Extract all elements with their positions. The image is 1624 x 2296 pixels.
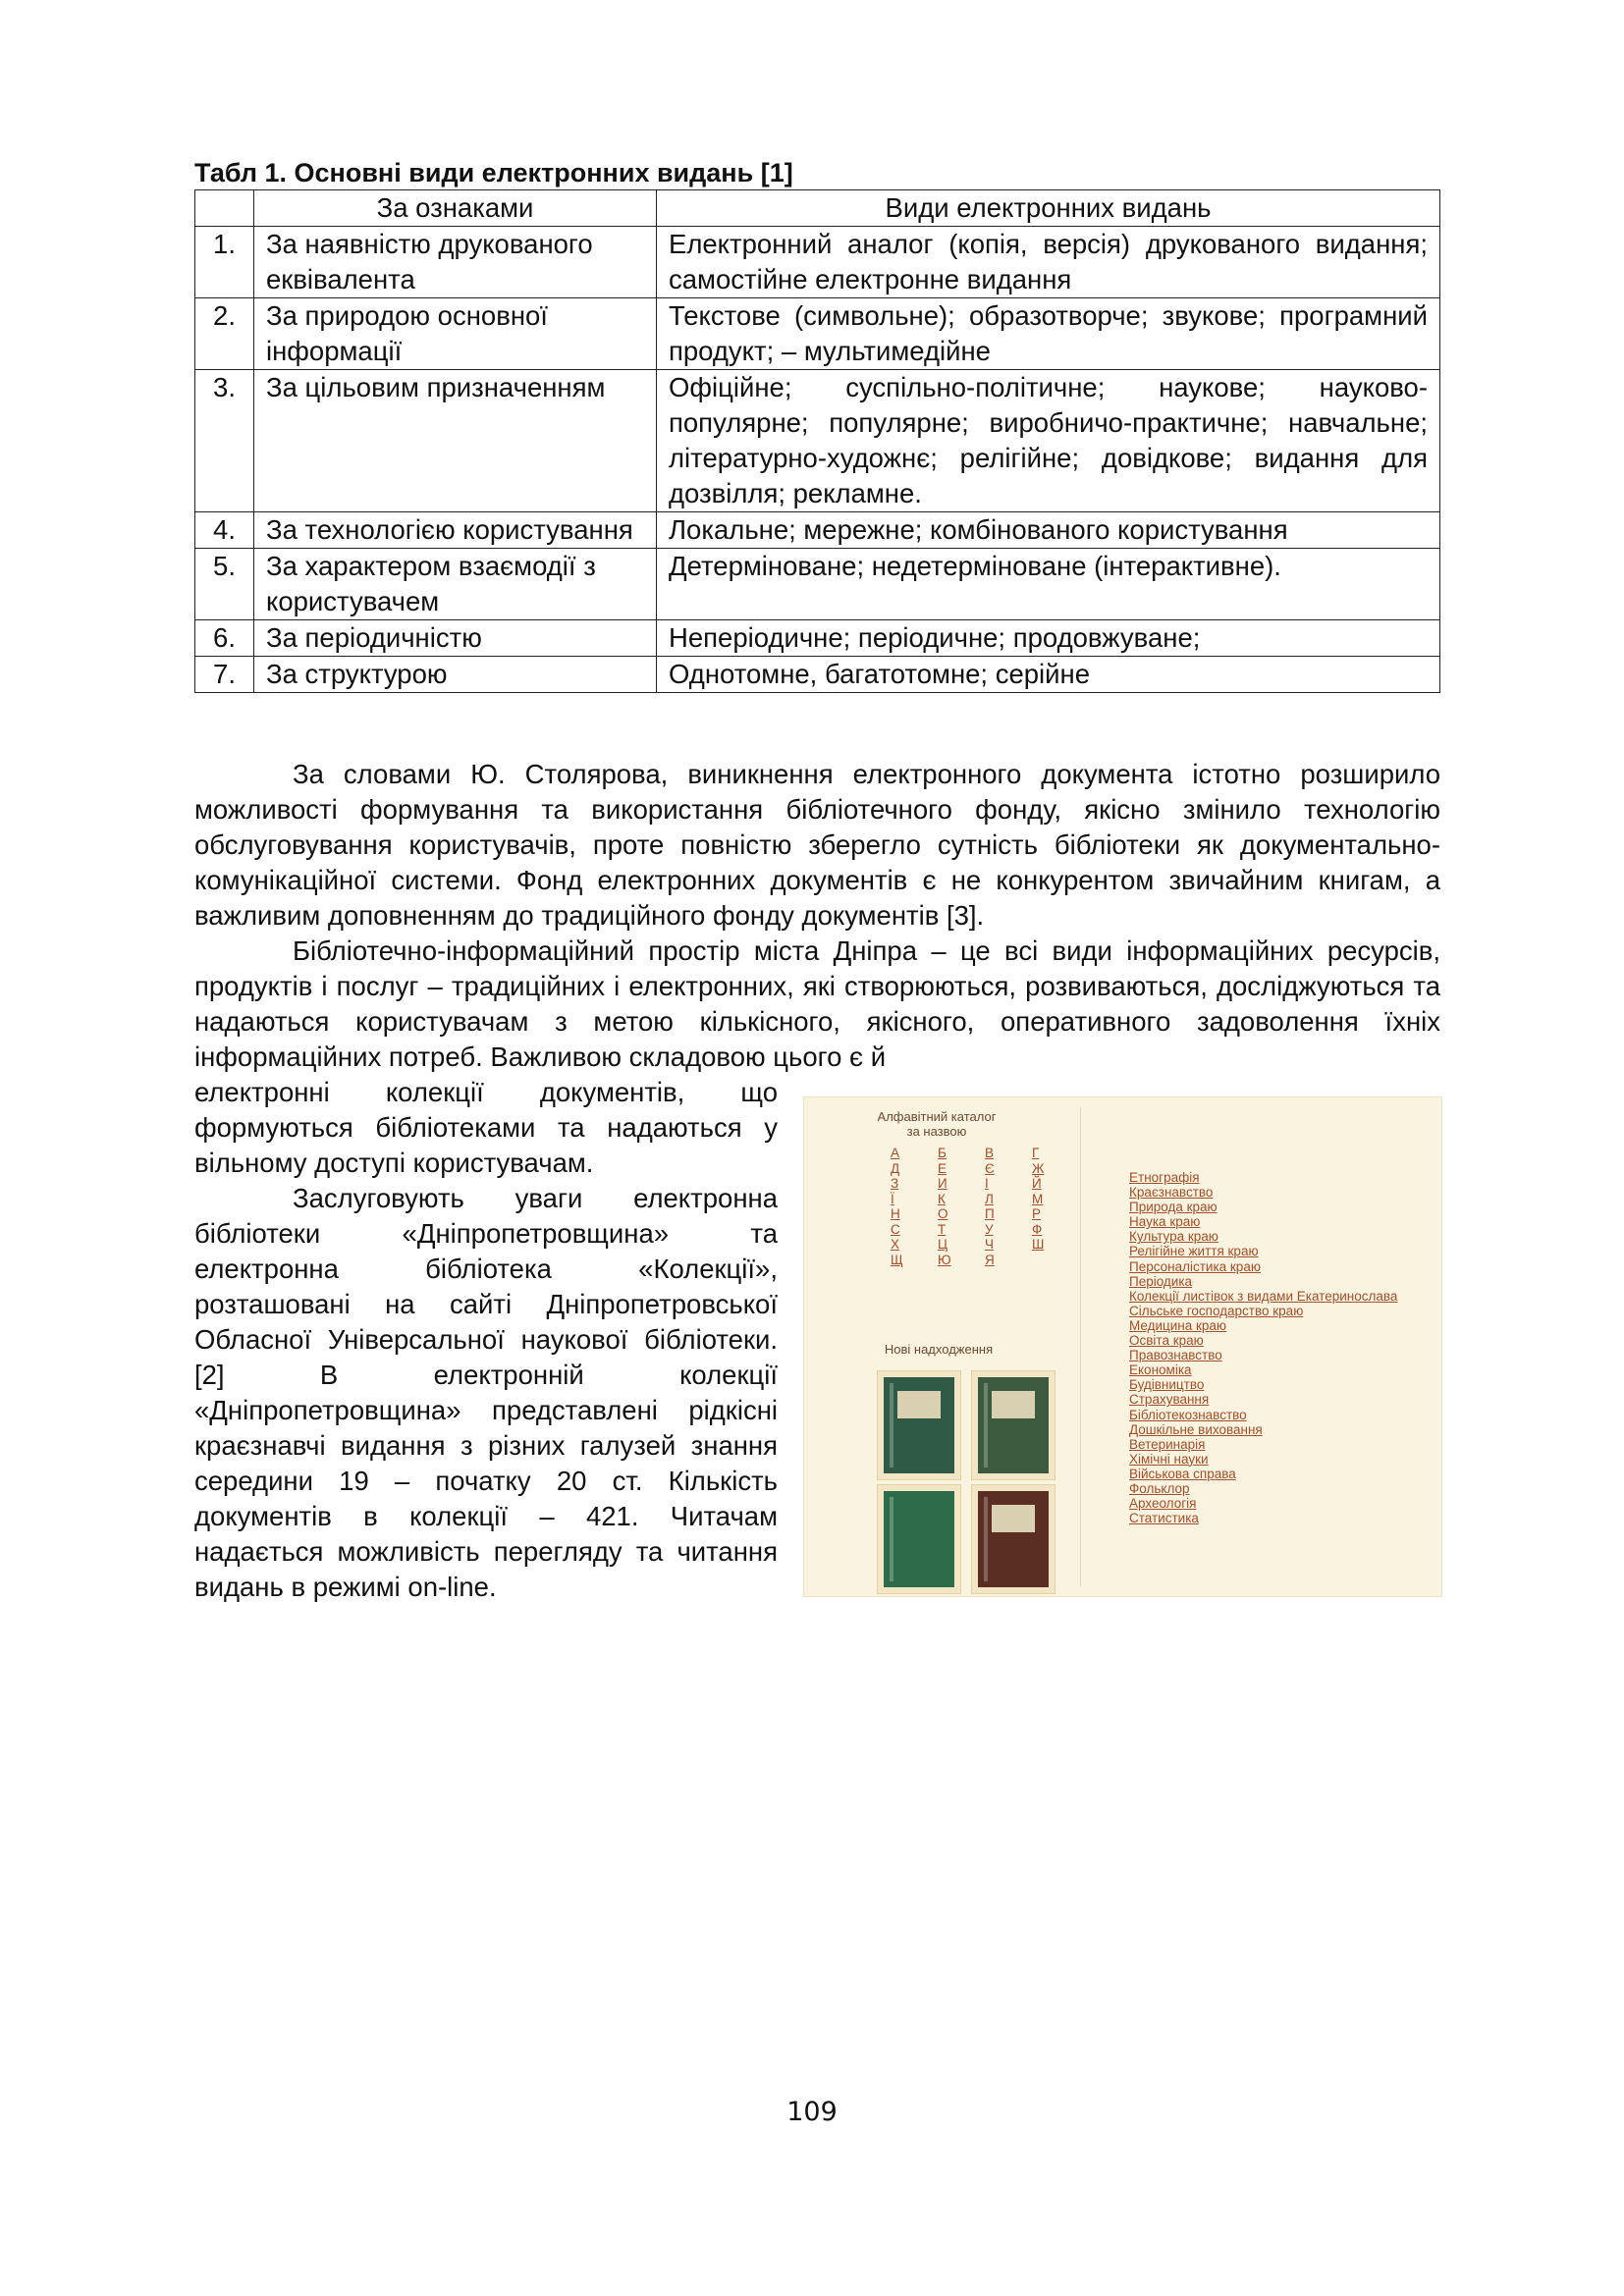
- rubric-link[interactable]: Етнографія: [1129, 1170, 1200, 1185]
- rubric-link[interactable]: Страхування: [1129, 1392, 1210, 1408]
- row-num: 4.: [195, 512, 254, 549]
- table-caption: Табл 1. Основні види електронних видань [1]: [194, 158, 793, 187]
- alphabet-letter-link[interactable]: Д: [891, 1160, 900, 1176]
- rubric-link[interactable]: Медицина краю: [1129, 1317, 1227, 1333]
- alphabet-letter-link[interactable]: Б: [938, 1146, 947, 1160]
- rubric-link[interactable]: Персоналістика краю: [1129, 1258, 1261, 1274]
- rubric-link[interactable]: Дошкільне виховання: [1129, 1421, 1263, 1437]
- row-criterion: За природою основної інформації: [254, 298, 657, 370]
- alphabet-letter-link[interactable]: К: [938, 1191, 946, 1206]
- alphabet-letter-link[interactable]: Є: [985, 1160, 995, 1176]
- alphabet-letter-link[interactable]: Р: [1032, 1206, 1042, 1221]
- alphabet-letter-link[interactable]: Е: [938, 1160, 947, 1176]
- row-criterion: За структурою: [254, 657, 657, 693]
- table-row: [195, 549, 1440, 620]
- rubric-link[interactable]: Статистика: [1129, 1511, 1199, 1526]
- row-kinds: Офіційне; суспільно-політичне; наукове; науково-популярне; популярне; виробничо-практичне; навчальне; літературно-художнє; релігійне; довідкове; видання для дозвілля; рекламне.: [657, 370, 1440, 512]
- alphabet-letter-link[interactable]: Г: [1032, 1146, 1040, 1160]
- new-arrival-thumbnail[interactable]: [877, 1370, 961, 1480]
- panel-divider: [1080, 1107, 1081, 1586]
- alphabet-letter-link[interactable]: В: [985, 1146, 995, 1160]
- alphabet-letter-link[interactable]: Щ: [891, 1252, 903, 1267]
- row-criterion: За характером взаємодії з користувачем: [254, 549, 657, 620]
- alphabet-letter-link[interactable]: А: [891, 1146, 900, 1160]
- rubric-link[interactable]: Правознавство: [1129, 1348, 1222, 1363]
- alphabet-letter-link[interactable]: М: [1032, 1191, 1044, 1206]
- rubric-link[interactable]: Наука краю: [1129, 1214, 1201, 1230]
- paragraph-libraries: Заслуговують уваги електронна бібліотеки «Дніпропетровщина» та електронна бібліотека «Колекції», розташовані на сайті Дніпропетровської Обласної Універсальної наукової бібліотеки. [2] В електронній колекції «Дніпропетровщина» представлені рідкісні краєзнавчі видання з різних галузей знання середини 19 – початку 20 ст. Кількість документів в колекції – 421. Читачам надається можливість перегляду та читання видань в режимі on-line.: [194, 1183, 778, 1602]
- page-number: 109: [786, 2097, 838, 2127]
- book-cover: [978, 1491, 1049, 1587]
- new-arrival-thumbnail[interactable]: [877, 1484, 961, 1594]
- alphabet-letter-link[interactable]: Ж: [1032, 1160, 1045, 1176]
- rubric-link[interactable]: Археологія: [1129, 1496, 1197, 1512]
- table-row: [195, 227, 1440, 298]
- row-kinds: Неперіодичне; періодичне; продовжуване;: [657, 620, 1440, 657]
- table-row: [195, 298, 1440, 370]
- row-num: 2.: [195, 298, 254, 370]
- rubric-link[interactable]: Військова справа: [1129, 1466, 1236, 1481]
- rubric-link[interactable]: Фольклор: [1129, 1480, 1190, 1496]
- paragraph-stolyarov: За словами Ю. Столярова, виникнення електронного документа істотно розширило можливості формування та використання бібліотечного фонду, якісно змінило технологію обслуговування користувачів, проте повністю зберегло сутність бібліотеки як документально-комунікаційної системи. Фонд електронних документів є не конкурентом звичайним книгам, а важливим доповненням до традиційного фонду документів [3].: [194, 759, 1440, 931]
- header-num: [195, 190, 254, 227]
- row-criterion: За технологією користування: [254, 512, 657, 549]
- paragraph-collections: електронні колекції документів, що формуються бібліотеками та надаються у вільному доступі користувачам.: [194, 1077, 778, 1178]
- alphabet-letter-link[interactable]: Ш: [1032, 1237, 1045, 1252]
- alphabet-letter-link[interactable]: И: [938, 1176, 947, 1191]
- book-cover: [884, 1377, 954, 1473]
- library-site-screenshot: [803, 1096, 1442, 1597]
- table-row: [195, 657, 1440, 693]
- alphabet-letter-link[interactable]: Х: [891, 1237, 900, 1252]
- row-kinds: Локальне; мережне; комбінованого користування: [657, 512, 1440, 549]
- rubric-link[interactable]: Релігійне життя краю: [1129, 1244, 1259, 1259]
- row-criterion: За наявністю друкованого еквівалента: [254, 227, 657, 298]
- left-text-column: [194, 1075, 778, 1605]
- row-num: 3.: [195, 370, 254, 512]
- rubric-link[interactable]: Хімічні науки: [1129, 1451, 1209, 1467]
- alphabet-letter-link[interactable]: Ї: [891, 1191, 894, 1206]
- alphabet-letter-link[interactable]: Л: [985, 1191, 994, 1206]
- rubric-link[interactable]: Економіка: [1129, 1362, 1192, 1378]
- alphabet-letter-link[interactable]: Н: [891, 1206, 900, 1221]
- book-cover: [884, 1491, 954, 1587]
- row-kinds: Текстове (символьне); образотворче; звукове; програмний продукт; – мультимедійне: [657, 298, 1440, 370]
- book-cover: [978, 1377, 1049, 1473]
- rubric-link-list: [1129, 1170, 1397, 1525]
- row-criterion: За періодичністю: [254, 620, 657, 657]
- row-num: 6.: [195, 620, 254, 657]
- new-arrivals-title: Нові надходження: [884, 1342, 994, 1357]
- new-arrival-thumbnail[interactable]: [971, 1484, 1056, 1594]
- alphabet-letter-link[interactable]: Ю: [938, 1252, 951, 1267]
- row-criterion: За цільовим призначенням: [254, 370, 657, 512]
- row-num: 5.: [195, 549, 254, 620]
- alphabet-letter-link[interactable]: Я: [985, 1252, 995, 1267]
- alphabet-letter-link[interactable]: З: [891, 1176, 899, 1191]
- rubric-link[interactable]: Освіта краю: [1129, 1333, 1204, 1349]
- e-publications-table: [194, 189, 1440, 693]
- alphabet-letter-link[interactable]: П: [985, 1206, 995, 1221]
- rubric-link[interactable]: Ветеринарія: [1129, 1436, 1206, 1452]
- rubric-link[interactable]: Культура краю: [1129, 1229, 1218, 1245]
- row-kinds: Електронний аналог (копія, версія) друкованого видання; самостійне електронне видання: [657, 227, 1440, 298]
- new-arrival-thumbnail[interactable]: [971, 1370, 1056, 1480]
- alphabet-letter-link[interactable]: Й: [1032, 1176, 1042, 1191]
- rubric-link[interactable]: Природа краю: [1129, 1200, 1218, 1215]
- rubric-link[interactable]: Сільське господарство краю: [1129, 1303, 1304, 1318]
- table-row: [195, 370, 1440, 512]
- alphabet-letter-link[interactable]: Ч: [985, 1237, 994, 1252]
- table-row: [195, 512, 1440, 549]
- alphabet-letter-link[interactable]: Ц: [938, 1237, 947, 1252]
- alphabet-letter-link[interactable]: Ф: [1032, 1221, 1043, 1237]
- rubric-link[interactable]: Будівництво: [1129, 1377, 1205, 1393]
- table-row: [195, 620, 1440, 657]
- alphabet-letter-link[interactable]: У: [985, 1221, 994, 1237]
- alphabet-letter-grid: [891, 1147, 1061, 1267]
- rubric-link[interactable]: Бібліотекознавство: [1129, 1407, 1247, 1422]
- row-kinds: Детерміноване; недетерміноване (інтерактивне).: [657, 549, 1440, 620]
- header-criterion: За ознаками: [254, 190, 657, 227]
- rubric-link[interactable]: Краєзнавство: [1129, 1185, 1214, 1201]
- rubric-link[interactable]: Періодика: [1129, 1273, 1193, 1289]
- row-num: 1.: [195, 227, 254, 298]
- rubric-link[interactable]: Колекції листівок з видами Екатеринослава: [1129, 1288, 1398, 1304]
- paragraph-dnipro-space: Бібліотечно-інформаційний простір міста Дніпра – це всі види інформаційних ресурсів, продуктів і послуг – традиційних і електронних, які створюються, розвиваються, досліджуються та надаються користувачам з метою кількісного, якісного, оперативного задоволення їхніх інформаційних потреб. Важливою складовою цього є й: [194, 935, 1440, 1072]
- row-kinds: Однотомне, багатотомне; серійне: [657, 657, 1440, 693]
- alphabet-letter-link[interactable]: Т: [938, 1221, 947, 1237]
- header-kinds: Види електронних видань: [657, 190, 1440, 227]
- row-num: 7.: [195, 657, 254, 693]
- table-header-row: [195, 190, 1440, 227]
- alphabet-letter-link[interactable]: О: [938, 1206, 948, 1221]
- alphabet-letter-link[interactable]: І: [985, 1176, 989, 1191]
- alphabet-catalog-title: Алфавітний каталог за назвою: [877, 1109, 997, 1139]
- alphabet-letter-link[interactable]: С: [891, 1221, 900, 1237]
